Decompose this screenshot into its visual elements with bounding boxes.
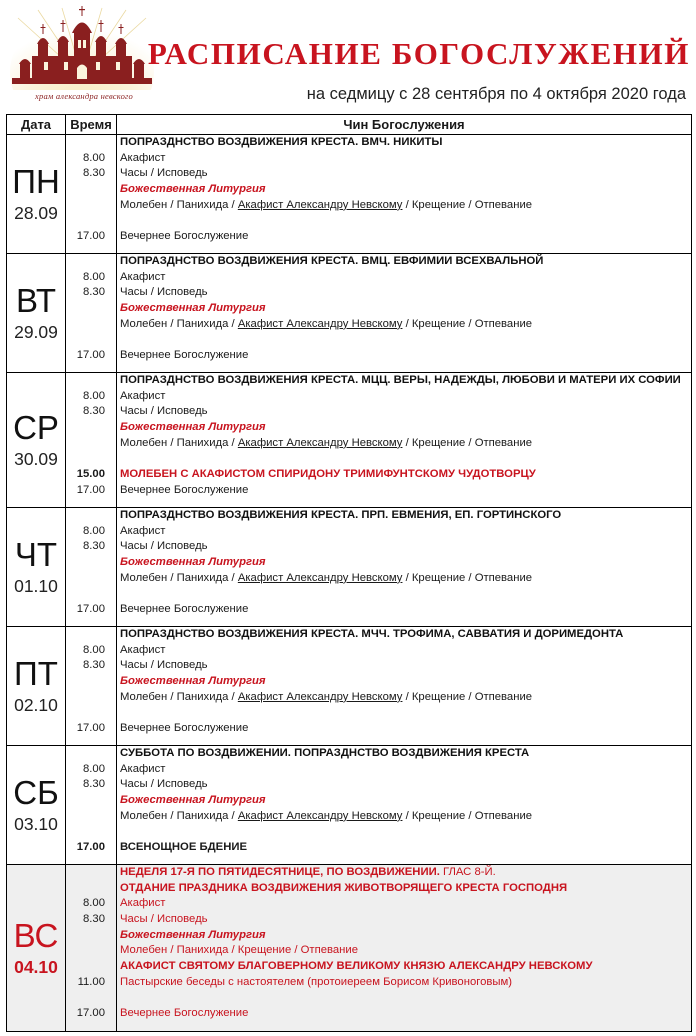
- col-date-header: Дата: [7, 115, 66, 135]
- molebens-line: Молебен / Панихида / Акафист Александру Невскому / Крещение / Отпевание: [120, 436, 533, 449]
- akathist-nevsky-link[interactable]: Акафист Александру Невскому: [237, 198, 403, 211]
- liturgy-line: Божественная Литургия: [120, 302, 266, 315]
- time-label: 8.30: [83, 167, 105, 180]
- time-cell: [66, 865, 117, 1032]
- time-label: 17.00: [76, 841, 105, 854]
- vespers-line: Вечернее Богослужение: [120, 230, 249, 243]
- table-row: [7, 746, 692, 865]
- time-cell: [66, 508, 117, 627]
- service-cell: [117, 865, 692, 1032]
- date-cell: [7, 508, 66, 627]
- date-number: 29.09: [14, 322, 58, 342]
- feast-title: ПОПРАЗДНСТВО ВОЗДВИЖЕНИЯ КРЕСТА. ВМЧ. НИКИТЫ: [120, 136, 443, 148]
- time-label: 8.30: [83, 405, 105, 418]
- tone-label: ГЛАС 8-Й.: [439, 866, 496, 878]
- time-cell: [66, 254, 117, 373]
- table-row: [7, 254, 692, 373]
- service-cell: [117, 135, 692, 254]
- feast-title: СУББОТА ПО ВОЗДВИЖЕНИИ. ПОПРАЗДНСТВО ВОЗДВИЖЕНИЯ КРЕСТА: [120, 747, 530, 759]
- church-icon: [8, 6, 156, 90]
- time-cell: [66, 746, 117, 865]
- time-label: 8.00: [83, 897, 105, 910]
- time-cell: [66, 373, 117, 508]
- weekday: ПТ: [14, 655, 58, 692]
- akathist-line: Акафист: [120, 897, 166, 910]
- time-label: 17.00: [76, 230, 105, 243]
- col-time-header: Время: [66, 115, 117, 135]
- date-number: 30.09: [14, 449, 58, 469]
- molebens-line: Молебен / Панихида / Акафист Александру Невскому / Крещение / Отпевание: [120, 571, 533, 584]
- time-label: 8.00: [83, 389, 105, 402]
- hours-line: Часы / Исповедь: [120, 659, 208, 672]
- weekday: ВС: [13, 917, 59, 954]
- time-label: 8.30: [83, 659, 105, 672]
- feast-title: ПОПРАЗДНСТВО ВОЗДВИЖЕНИЯ КРЕСТА. ПРП. ЕВМЕНИЯ, ЕП. ГОРТИНСКОГО: [120, 509, 562, 521]
- molebens-line: Молебен / Панихида / Акафист Александру Невскому / Крещение / Отпевание: [120, 690, 533, 703]
- col-service-header: Чин Богослужения: [117, 115, 692, 135]
- time-label: 17.00: [76, 722, 105, 735]
- pastoral-talk-line: Пастырские беседы с настоятелем (протоиереем Борисом Кривоноговым): [120, 975, 513, 988]
- vespers-line: Вечернее Богослужение: [120, 349, 249, 362]
- table-row: [7, 135, 692, 254]
- akathist-nevsky-link[interactable]: Акафист Александру Невскому: [237, 436, 403, 449]
- date-cell: [7, 865, 66, 1032]
- vespers-line: Вечернее Богослужение: [120, 1007, 249, 1020]
- date-number: 04.10: [14, 957, 58, 977]
- liturgy-line: Божественная Литургия: [120, 556, 266, 569]
- feast-title: ПОПРАЗДНСТВО ВОЗДВИЖЕНИЯ КРЕСТА. ВМЦ. ЕВФИМИИ ВСЕХВАЛЬНОЙ: [120, 255, 544, 267]
- time-label: 17.00: [76, 349, 105, 362]
- liturgy-line: Божественная Литургия: [120, 421, 266, 434]
- akathist-nevsky-link[interactable]: Акафист Александру Невскому: [237, 571, 403, 584]
- molebens-line: Молебен / Панихида / Акафист Александру Невскому / Крещение / Отпевание: [120, 198, 533, 211]
- hours-line: Часы / Исповедь: [120, 405, 208, 418]
- table-row: [7, 865, 692, 1032]
- time-label: 8.30: [83, 540, 105, 553]
- hours-line: Часы / Исповедь: [120, 540, 208, 553]
- service-cell: [117, 254, 692, 373]
- time-cell: [66, 135, 117, 254]
- date-number: 02.10: [14, 695, 58, 715]
- page-subtitle: на седмицу с 28 сентября по 4 октября 2020 года: [306, 85, 686, 103]
- akathist-line: Акафист: [120, 151, 166, 164]
- liturgy-line: Божественная Литургия: [120, 675, 266, 688]
- akathist-line: Акафист: [120, 524, 166, 537]
- weekday: ВТ: [16, 282, 56, 319]
- time-label: 8.00: [83, 762, 105, 775]
- weekday: СР: [13, 409, 59, 446]
- vigil-line: ВСЕНОЩНОЕ БДЕНИЕ: [120, 841, 248, 854]
- feast-title: ПОПРАЗДНСТВО ВОЗДВИЖЕНИЯ КРЕСТА. МЦЦ. ВЕРЫ, НАДЕЖДЫ, ЛЮБОВИ И МАТЕРИ ИХ СОФИИ: [120, 374, 681, 386]
- molebens-line: Молебен / Панихида / Акафист Александру Невскому / Крещение / Отпевание: [120, 317, 533, 330]
- hours-line: Часы / Исповедь: [120, 286, 208, 299]
- akathist-line: Акафист: [120, 389, 166, 402]
- weekday: ПН: [12, 163, 60, 200]
- date-number: 03.10: [14, 814, 58, 834]
- time-label: 8.30: [83, 778, 105, 791]
- time-label: 8.00: [83, 151, 105, 164]
- service-cell: [117, 627, 692, 746]
- date-cell: [7, 627, 66, 746]
- hours-line: Часы / Исповедь: [120, 167, 208, 180]
- time-label: 8.00: [83, 524, 105, 537]
- time-label: 8.00: [83, 643, 105, 656]
- time-label: 15.00: [76, 468, 105, 481]
- akathist-nevsky-link[interactable]: Акафист Александру Невскому: [237, 317, 403, 330]
- akathist-line: Акафист: [120, 643, 166, 656]
- feast-title: НЕДЕЛЯ 17-Я ПО ПЯТИДЕСЯТНИЦЕ, ПО ВОЗДВИЖЕНИИ. ГЛАС 8-Й.: [120, 866, 496, 878]
- time-label: 8.30: [83, 913, 105, 926]
- vespers-line: Вечернее Богослужение: [120, 483, 249, 496]
- time-label: 8.00: [83, 270, 105, 283]
- weekday: СБ: [13, 774, 59, 811]
- liturgy-line: Божественная Литургия: [120, 183, 266, 196]
- feast-title-2: ОТДАНИЕ ПРАЗДНИКА ВОЗДВИЖЕНИЯ ЖИВОТВОРЯЩЕГО КРЕСТА ГОСПОДНЯ: [120, 881, 568, 894]
- church-logo: [8, 6, 156, 102]
- time-label: 8.30: [83, 286, 105, 299]
- special-service-line: МОЛЕБЕН С АКАФИСТОМ СПИРИДОНУ ТРИМИФУНТСКОМУ ЧУДОТВОРЦУ: [120, 468, 536, 481]
- service-cell: [117, 508, 692, 627]
- date-cell: [7, 254, 66, 373]
- date-number: 01.10: [14, 576, 58, 596]
- vespers-line: Вечернее Богослужение: [120, 603, 249, 616]
- date-cell: [7, 373, 66, 508]
- weekday: ЧТ: [14, 536, 58, 573]
- table-header: [7, 115, 692, 135]
- time-label: 11.00: [77, 975, 105, 988]
- table-row: [7, 373, 692, 508]
- hours-line: Часы / Исповедь: [120, 778, 208, 791]
- liturgy-line: Божественная Литургия: [120, 928, 266, 941]
- time-label: 17.00: [76, 1007, 105, 1020]
- date-number: 28.09: [14, 203, 58, 223]
- hours-line: Часы / Исповедь: [120, 913, 208, 926]
- akathist-nevsky-line: АКАФИСТ СВЯТОМУ БЛАГОВЕРНОМУ ВЕЛИКОМУ КНЯЗЮ АЛЕКСАНДРУ НЕВСКОМУ: [120, 960, 593, 973]
- logo-caption: храм александра невского: [35, 91, 133, 101]
- page-title: РАСПИСАНИЕ БОГОСЛУЖЕНИЙ: [147, 36, 690, 71]
- akathist-nevsky-link[interactable]: Акафист Александру Невскому: [237, 809, 403, 822]
- date-cell: [7, 746, 66, 865]
- liturgy-line: Божественная Литургия: [120, 794, 266, 807]
- service-cell: [117, 373, 692, 508]
- date-cell: [7, 135, 66, 254]
- akathist-nevsky-link[interactable]: Акафист Александру Невскому: [237, 690, 403, 703]
- feast-title: ПОПРАЗДНСТВО ВОЗДВИЖЕНИЯ КРЕСТА. МЧЧ. ТРОФИМА, САВВАТИЯ И ДОРИМЕДОНТА: [120, 628, 624, 640]
- time-label: 17.00: [76, 603, 105, 616]
- vespers-line: Вечернее Богослужение: [120, 722, 249, 735]
- service-cell: [117, 746, 692, 865]
- schedule-table: [6, 114, 692, 1032]
- molebens-line: Молебен / Панихида / Крещение / Отпевание: [120, 944, 358, 957]
- akathist-line: Акафист: [120, 762, 166, 775]
- akathist-line: Акафист: [120, 270, 166, 283]
- table-row: [7, 508, 692, 627]
- molebens-line: Молебен / Панихида / Акафист Александру Невскому / Крещение / Отпевание: [120, 809, 533, 822]
- time-label: 17.00: [76, 483, 105, 496]
- table-row: [7, 627, 692, 746]
- time-cell: [66, 627, 117, 746]
